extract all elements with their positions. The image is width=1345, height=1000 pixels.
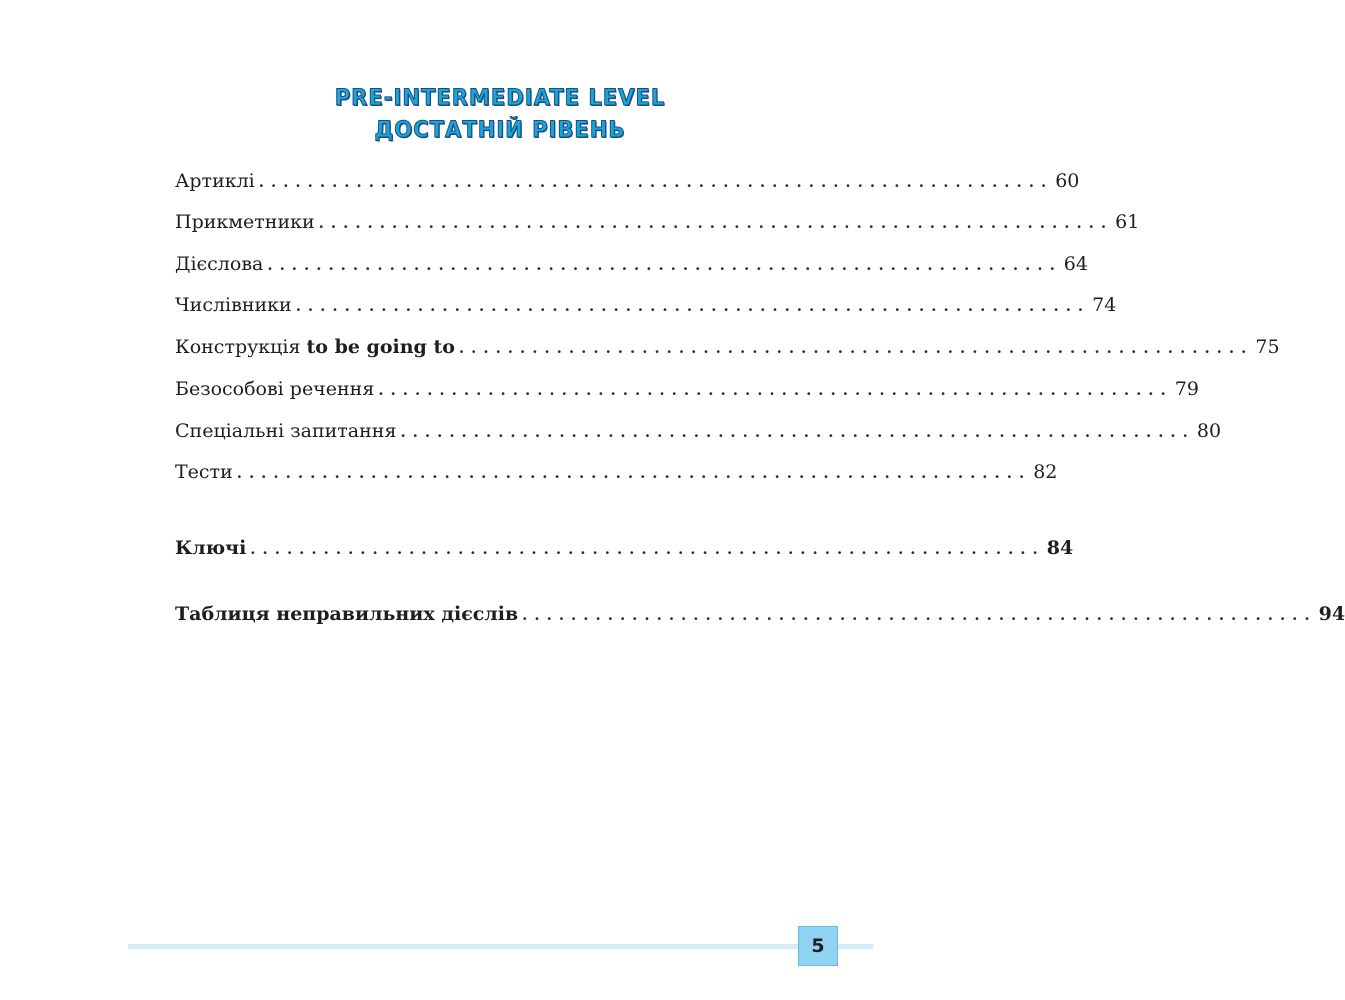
dot-leader: .................................................................	[250, 540, 1045, 558]
toc-entry-numerals[interactable]	[175, 290, 1117, 320]
dot-leader: .................................................................	[400, 423, 1195, 441]
toc-entry-tests[interactable]	[175, 457, 1058, 487]
toc-entry-page: 61	[1115, 211, 1140, 233]
level-heading-ua: ДОСТАТНІЙ РІВЕНЬ	[374, 118, 626, 143]
dot-leader: .................................................................	[258, 173, 1054, 191]
toc-entry-page: 84	[1046, 537, 1074, 559]
toc-entry-keys[interactable]	[175, 533, 1074, 563]
toc-entry-special-questions[interactable]	[175, 416, 1222, 446]
toc-entry-impersonal[interactable]	[175, 374, 1199, 404]
page-number: 5	[798, 926, 838, 966]
level-heading-en: PRE-INTERMEDIATE LEVEL	[334, 86, 666, 111]
toc-entry-title-ua: Конструкція	[175, 336, 307, 358]
dot-leader: .................................................................	[522, 606, 1317, 624]
toc-entry-title: Безособові речення	[175, 378, 375, 400]
toc-entry-page: 74	[1092, 294, 1117, 316]
toc-entry-irregular-verbs[interactable]	[175, 599, 1345, 629]
toc-entry-title	[175, 332, 459, 362]
toc-entry-page: 64	[1063, 253, 1088, 275]
toc-entry-page: 82	[1033, 461, 1058, 483]
toc-entry-verbs[interactable]	[175, 249, 1088, 279]
dot-leader: .................................................................	[295, 297, 1091, 315]
toc-entry-title-en: to be going to	[306, 336, 455, 358]
dot-leader: .................................................................	[458, 339, 1254, 357]
toc-entry-going-to[interactable]	[175, 332, 1280, 362]
toc-entry-page: 60	[1055, 170, 1080, 192]
toc-entry-title: Ключі	[175, 537, 247, 559]
dot-leader: .................................................................	[267, 256, 1062, 274]
toc-entry-title: Прикметники	[175, 211, 315, 233]
footer-rule	[128, 944, 873, 949]
toc-entry-title: Числівники	[175, 294, 292, 316]
toc-entry-page: 79	[1174, 378, 1199, 400]
toc-entry-page: 75	[1255, 336, 1280, 358]
toc-entry-page: 80	[1196, 420, 1222, 442]
toc-entry-page: 94	[1318, 603, 1345, 625]
dot-leader: .................................................................	[318, 214, 1114, 232]
toc-entry-title: Таблиця неправильних дієслів	[175, 603, 519, 625]
dot-leader: .................................................................	[236, 464, 1032, 482]
toc-entry-title: Спеціальні запитання	[175, 420, 397, 442]
toc-entry-adjectives[interactable]	[175, 207, 1140, 237]
dot-leader: .................................................................	[378, 381, 1173, 399]
toc-entry-title: Тести	[175, 461, 233, 483]
toc-entry-articles[interactable]	[175, 166, 1080, 196]
toc-entry-title: Дієслова	[175, 253, 264, 275]
toc-entry-title: Артиклі	[175, 170, 255, 192]
